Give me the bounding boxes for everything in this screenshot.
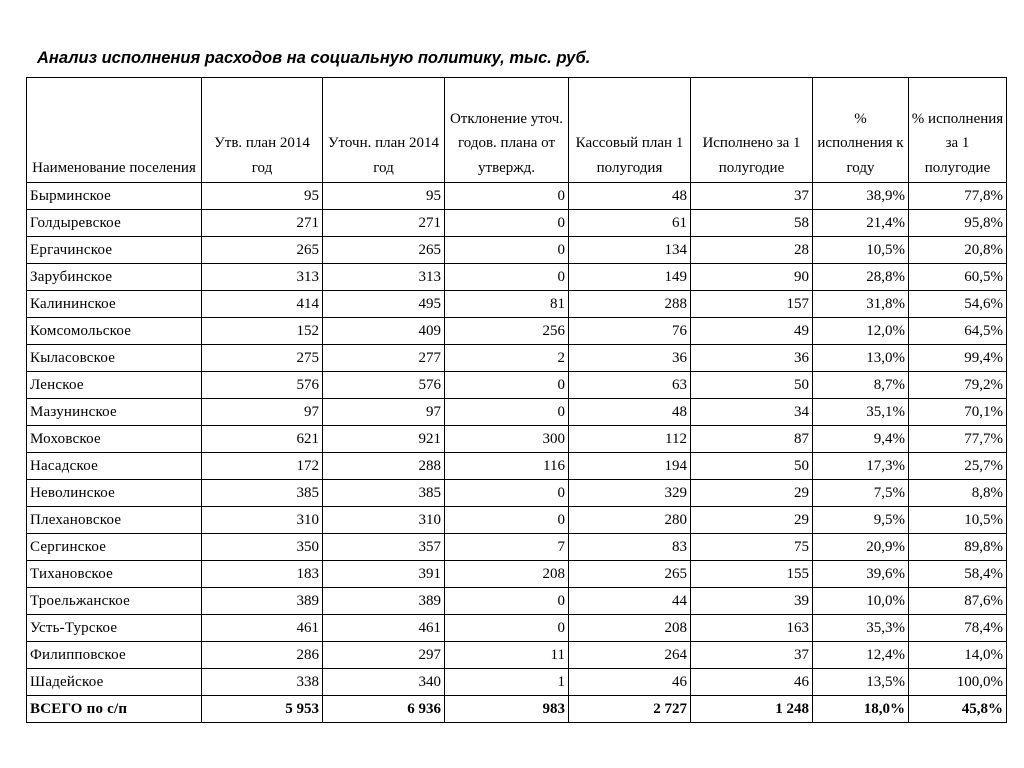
value-cell: 277 xyxy=(323,345,445,372)
value-cell: 0 xyxy=(445,588,569,615)
value-cell: 25,7% xyxy=(909,453,1007,480)
value-cell: 77,8% xyxy=(909,183,1007,210)
table-row xyxy=(27,615,1007,642)
value-cell: 90 xyxy=(691,264,813,291)
settlement-name-cell: Калининское xyxy=(27,291,202,318)
value-cell: 39 xyxy=(691,588,813,615)
value-cell: 1 248 xyxy=(691,696,813,723)
value-cell: 0 xyxy=(445,264,569,291)
value-cell: 35,3% xyxy=(813,615,909,642)
table-row xyxy=(27,588,1007,615)
value-cell: 0 xyxy=(445,399,569,426)
settlement-name-cell: Комсомольское xyxy=(27,318,202,345)
value-cell: 99,4% xyxy=(909,345,1007,372)
table-row xyxy=(27,480,1007,507)
value-cell: 0 xyxy=(445,372,569,399)
value-cell: 13,5% xyxy=(813,669,909,696)
value-cell: 89,8% xyxy=(909,534,1007,561)
value-cell: 391 xyxy=(323,561,445,588)
value-cell: 461 xyxy=(202,615,323,642)
settlement-name-cell: Ергачинское xyxy=(27,237,202,264)
settlement-name-cell: Усть-Турское xyxy=(27,615,202,642)
column-header: Кассовый план 1 полугодия xyxy=(569,78,691,183)
value-cell: 310 xyxy=(202,507,323,534)
table-row xyxy=(27,264,1007,291)
value-cell: 11 xyxy=(445,642,569,669)
value-cell: 10,0% xyxy=(813,588,909,615)
value-cell: 385 xyxy=(202,480,323,507)
table-row xyxy=(27,210,1007,237)
table-row xyxy=(27,642,1007,669)
page-title: Анализ исполнения расходов на социальную политику, тыс. руб. xyxy=(37,49,591,67)
value-cell: 265 xyxy=(202,237,323,264)
value-cell: 0 xyxy=(445,237,569,264)
value-cell: 46 xyxy=(569,669,691,696)
value-cell: 45,8% xyxy=(909,696,1007,723)
settlement-name-cell: Моховское xyxy=(27,426,202,453)
value-cell: 87,6% xyxy=(909,588,1007,615)
value-cell: 83 xyxy=(569,534,691,561)
column-header: Отклонение уточ. годов. плана от утвержд. xyxy=(445,78,569,183)
table-row xyxy=(27,318,1007,345)
value-cell: 75 xyxy=(691,534,813,561)
value-cell: 134 xyxy=(569,237,691,264)
value-cell: 12,4% xyxy=(813,642,909,669)
value-cell: 576 xyxy=(323,372,445,399)
value-cell: 297 xyxy=(323,642,445,669)
value-cell: 48 xyxy=(569,183,691,210)
value-cell: 28,8% xyxy=(813,264,909,291)
table-row xyxy=(27,453,1007,480)
value-cell: 2 727 xyxy=(569,696,691,723)
value-cell: 6 936 xyxy=(323,696,445,723)
value-cell: 77,7% xyxy=(909,426,1007,453)
value-cell: 9,4% xyxy=(813,426,909,453)
value-cell: 44 xyxy=(569,588,691,615)
value-cell: 576 xyxy=(202,372,323,399)
value-cell: 350 xyxy=(202,534,323,561)
value-cell: 70,1% xyxy=(909,399,1007,426)
value-cell: 35,1% xyxy=(813,399,909,426)
value-cell: 265 xyxy=(323,237,445,264)
value-cell: 14,0% xyxy=(909,642,1007,669)
total-row xyxy=(27,696,1007,723)
value-cell: 95 xyxy=(202,183,323,210)
value-cell: 97 xyxy=(202,399,323,426)
value-cell: 414 xyxy=(202,291,323,318)
value-cell: 300 xyxy=(445,426,569,453)
table-row xyxy=(27,507,1007,534)
table-row xyxy=(27,291,1007,318)
value-cell: 81 xyxy=(445,291,569,318)
value-cell: 1 xyxy=(445,669,569,696)
value-cell: 10,5% xyxy=(813,237,909,264)
value-cell: 265 xyxy=(569,561,691,588)
value-cell: 256 xyxy=(445,318,569,345)
value-cell: 389 xyxy=(202,588,323,615)
value-cell: 0 xyxy=(445,507,569,534)
value-cell: 310 xyxy=(323,507,445,534)
value-cell: 385 xyxy=(323,480,445,507)
value-cell: 7 xyxy=(445,534,569,561)
value-cell: 78,4% xyxy=(909,615,1007,642)
value-cell: 313 xyxy=(202,264,323,291)
value-cell: 8,8% xyxy=(909,480,1007,507)
value-cell: 95,8% xyxy=(909,210,1007,237)
value-cell: 50 xyxy=(691,372,813,399)
value-cell: 54,6% xyxy=(909,291,1007,318)
table-row xyxy=(27,426,1007,453)
value-cell: 2 xyxy=(445,345,569,372)
value-cell: 20,9% xyxy=(813,534,909,561)
settlement-name-cell: Мазунинское xyxy=(27,399,202,426)
settlement-name-cell: Филипповское xyxy=(27,642,202,669)
value-cell: 149 xyxy=(569,264,691,291)
value-cell: 29 xyxy=(691,480,813,507)
value-cell: 50 xyxy=(691,453,813,480)
table-row xyxy=(27,399,1007,426)
value-cell: 87 xyxy=(691,426,813,453)
column-header: Утв. план 2014 год xyxy=(202,78,323,183)
value-cell: 76 xyxy=(569,318,691,345)
table-row xyxy=(27,534,1007,561)
value-cell: 112 xyxy=(569,426,691,453)
value-cell: 36 xyxy=(691,345,813,372)
value-cell: 21,4% xyxy=(813,210,909,237)
value-cell: 389 xyxy=(323,588,445,615)
settlement-name-cell: Сергинское xyxy=(27,534,202,561)
value-cell: 983 xyxy=(445,696,569,723)
settlement-name-cell: Шадейское xyxy=(27,669,202,696)
value-cell: 10,5% xyxy=(909,507,1007,534)
value-cell: 409 xyxy=(323,318,445,345)
value-cell: 280 xyxy=(569,507,691,534)
value-cell: 116 xyxy=(445,453,569,480)
table-row xyxy=(27,237,1007,264)
settlement-name-cell: Насадское xyxy=(27,453,202,480)
value-cell: 49 xyxy=(691,318,813,345)
value-cell: 28 xyxy=(691,237,813,264)
value-cell: 29 xyxy=(691,507,813,534)
value-cell: 264 xyxy=(569,642,691,669)
value-cell: 7,5% xyxy=(813,480,909,507)
value-cell: 286 xyxy=(202,642,323,669)
value-cell: 357 xyxy=(323,534,445,561)
value-cell: 20,8% xyxy=(909,237,1007,264)
value-cell: 31,8% xyxy=(813,291,909,318)
value-cell: 39,6% xyxy=(813,561,909,588)
value-cell: 172 xyxy=(202,453,323,480)
value-cell: 271 xyxy=(202,210,323,237)
value-cell: 8,7% xyxy=(813,372,909,399)
value-cell: 340 xyxy=(323,669,445,696)
value-cell: 183 xyxy=(202,561,323,588)
settlement-name-cell: Плехановское xyxy=(27,507,202,534)
settlement-name-cell: Бырминское xyxy=(27,183,202,210)
table-row xyxy=(27,183,1007,210)
value-cell: 288 xyxy=(569,291,691,318)
value-cell: 38,9% xyxy=(813,183,909,210)
column-header: Исполнено за 1 полугодие xyxy=(691,78,813,183)
settlement-name-cell: Ленское xyxy=(27,372,202,399)
value-cell: 46 xyxy=(691,669,813,696)
value-cell: 63 xyxy=(569,372,691,399)
value-cell: 48 xyxy=(569,399,691,426)
table-header-row xyxy=(27,78,1007,183)
value-cell: 155 xyxy=(691,561,813,588)
settlement-name-cell: Зарубинское xyxy=(27,264,202,291)
settlement-name-cell: Кыласовское xyxy=(27,345,202,372)
value-cell: 12,0% xyxy=(813,318,909,345)
value-cell: 0 xyxy=(445,210,569,237)
value-cell: 329 xyxy=(569,480,691,507)
value-cell: 13,0% xyxy=(813,345,909,372)
settlement-name-cell: Неволинское xyxy=(27,480,202,507)
value-cell: 621 xyxy=(202,426,323,453)
value-cell: 921 xyxy=(323,426,445,453)
value-cell: 157 xyxy=(691,291,813,318)
value-cell: 34 xyxy=(691,399,813,426)
value-cell: 37 xyxy=(691,642,813,669)
value-cell: 208 xyxy=(569,615,691,642)
settlement-name-cell: Троельжанское xyxy=(27,588,202,615)
value-cell: 461 xyxy=(323,615,445,642)
value-cell: 58 xyxy=(691,210,813,237)
column-header: Уточн. план 2014 год xyxy=(323,78,445,183)
value-cell: 194 xyxy=(569,453,691,480)
settlement-name-cell: Голдыревское xyxy=(27,210,202,237)
column-header: % исполнения за 1 полугодие xyxy=(909,78,1007,183)
value-cell: 97 xyxy=(323,399,445,426)
value-cell: 100,0% xyxy=(909,669,1007,696)
settlement-name-cell: ВСЕГО по с/п xyxy=(27,696,202,723)
table-row xyxy=(27,561,1007,588)
value-cell: 60,5% xyxy=(909,264,1007,291)
settlement-name-cell: Тихановское xyxy=(27,561,202,588)
table-row xyxy=(27,669,1007,696)
value-cell: 36 xyxy=(569,345,691,372)
value-cell: 18,0% xyxy=(813,696,909,723)
value-cell: 0 xyxy=(445,480,569,507)
value-cell: 5 953 xyxy=(202,696,323,723)
value-cell: 0 xyxy=(445,615,569,642)
table-row xyxy=(27,372,1007,399)
value-cell: 37 xyxy=(691,183,813,210)
value-cell: 271 xyxy=(323,210,445,237)
table-row xyxy=(27,345,1007,372)
value-cell: 152 xyxy=(202,318,323,345)
value-cell: 313 xyxy=(323,264,445,291)
value-cell: 288 xyxy=(323,453,445,480)
table-body xyxy=(27,183,1007,723)
value-cell: 64,5% xyxy=(909,318,1007,345)
value-cell: 208 xyxy=(445,561,569,588)
value-cell: 61 xyxy=(569,210,691,237)
value-cell: 338 xyxy=(202,669,323,696)
value-cell: 275 xyxy=(202,345,323,372)
column-header: Наименование поселения xyxy=(27,78,202,183)
value-cell: 79,2% xyxy=(909,372,1007,399)
value-cell: 495 xyxy=(323,291,445,318)
value-cell: 95 xyxy=(323,183,445,210)
expenditure-table xyxy=(26,77,1007,723)
value-cell: 0 xyxy=(445,183,569,210)
column-header: % исполнения к году xyxy=(813,78,909,183)
value-cell: 163 xyxy=(691,615,813,642)
value-cell: 17,3% xyxy=(813,453,909,480)
value-cell: 9,5% xyxy=(813,507,909,534)
value-cell: 58,4% xyxy=(909,561,1007,588)
